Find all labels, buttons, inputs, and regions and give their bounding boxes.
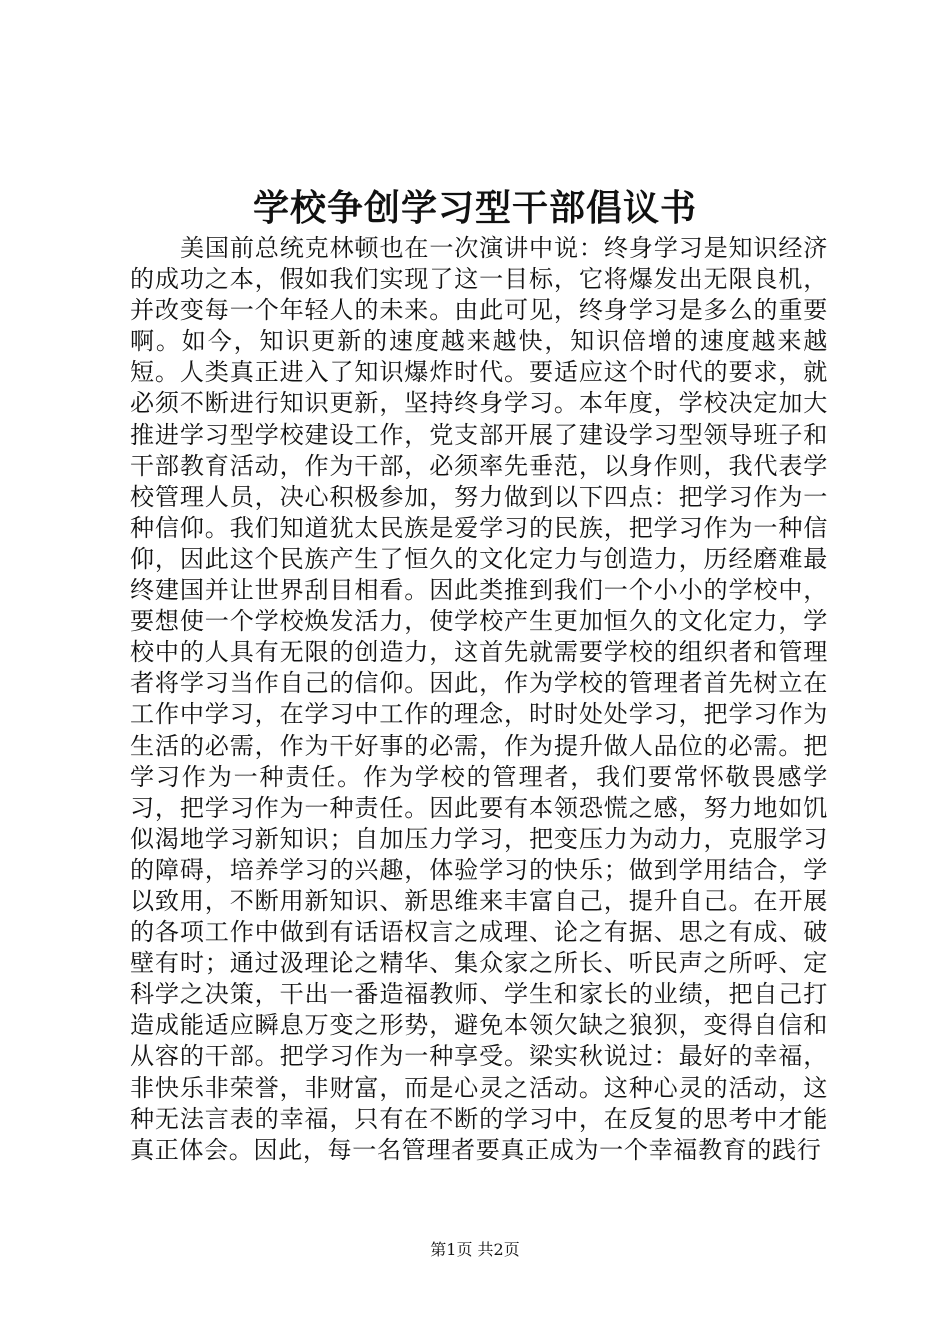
body-paragraph: 美国前总统克林顿也在一次演讲中说：终身学习是知识经济的成功之本，假如我们实现了这一目标，它将爆发出无限良机，并改变每一个年轻人的未来。由此可见，终身学习是多么的重要啊。如今，知识更新的速度越来越快，知识倍增的速度越来越短。人类真正进入了知识爆炸时代。要适应这个时代的要求，就必须不断进行知识更新，坚持终身学习。本年度，学校决定加大推进学习型学校建设工作，党支部开展了建设学习型领导班子和干部教育活动，作为干部，必须率先垂范，以身作则，我代表学校管理人员，决心积极参加，努力做到以下四点：把学习作为一种信仰。我们知道犹太民族是爱学习的民族，把学习作为一种信仰，因此这个民族产生了恒久的文化定力与创造力，历经磨难最终建国并让世界刮目相看。因此类推到我们一个小小的学校中，要想使一个学校焕发活力，使学校产生更加恒久的文化定力，学校中的人具有无限的创造力，这首先就需要学校的组织者和管理者将学习当作自己的信仰。因此，作为学校的管理者首先树立在工作中学习，在学习中工作的理念，时时处处学习，把学习作为生活的必需，作为干好事的必需，作为提升做人品位的必需。把学习作为一种责任。作为学校的管理者，我们要常怀敬畏感学习，把学习作为一种责任。因此要有本领恐慌之感，努力地如饥似渴地学习新知识；自加压力学习，把变压力为动力，克服学习的障碍，培养学习的兴趣，体验学习的快乐；做到学用结合，学以致用，不断用新知识、新思维来丰富自己，提升自己。在开展的各项工作中做到有话语权言之成理、论之有据、思之有成、破壁有时；通过汲理论之精华、集众家之所长、听民声之所呼、定科学之决策，干出一番造福教师、学生和家长的业绩，把自己打造成能适应瞬息万变之形势，避免本领欠缺之狼狈，变得自信和从容的干部。把学习作为一种享受。梁实秋说过：最好的幸福，非快乐非荣誉，非财富，而是心灵之活动。这种心灵的活动，这种无法言表的幸福，只有在不断的学习中，在反复的思考中才能真正体会。因此，每一名管理者要真正成为一个幸福教育的践行: [130, 234, 828, 1164]
document-title: 学校争创学习型干部倡议书: [252, 187, 697, 229]
page-number: 第1页 共2页: [430, 1240, 520, 1259]
